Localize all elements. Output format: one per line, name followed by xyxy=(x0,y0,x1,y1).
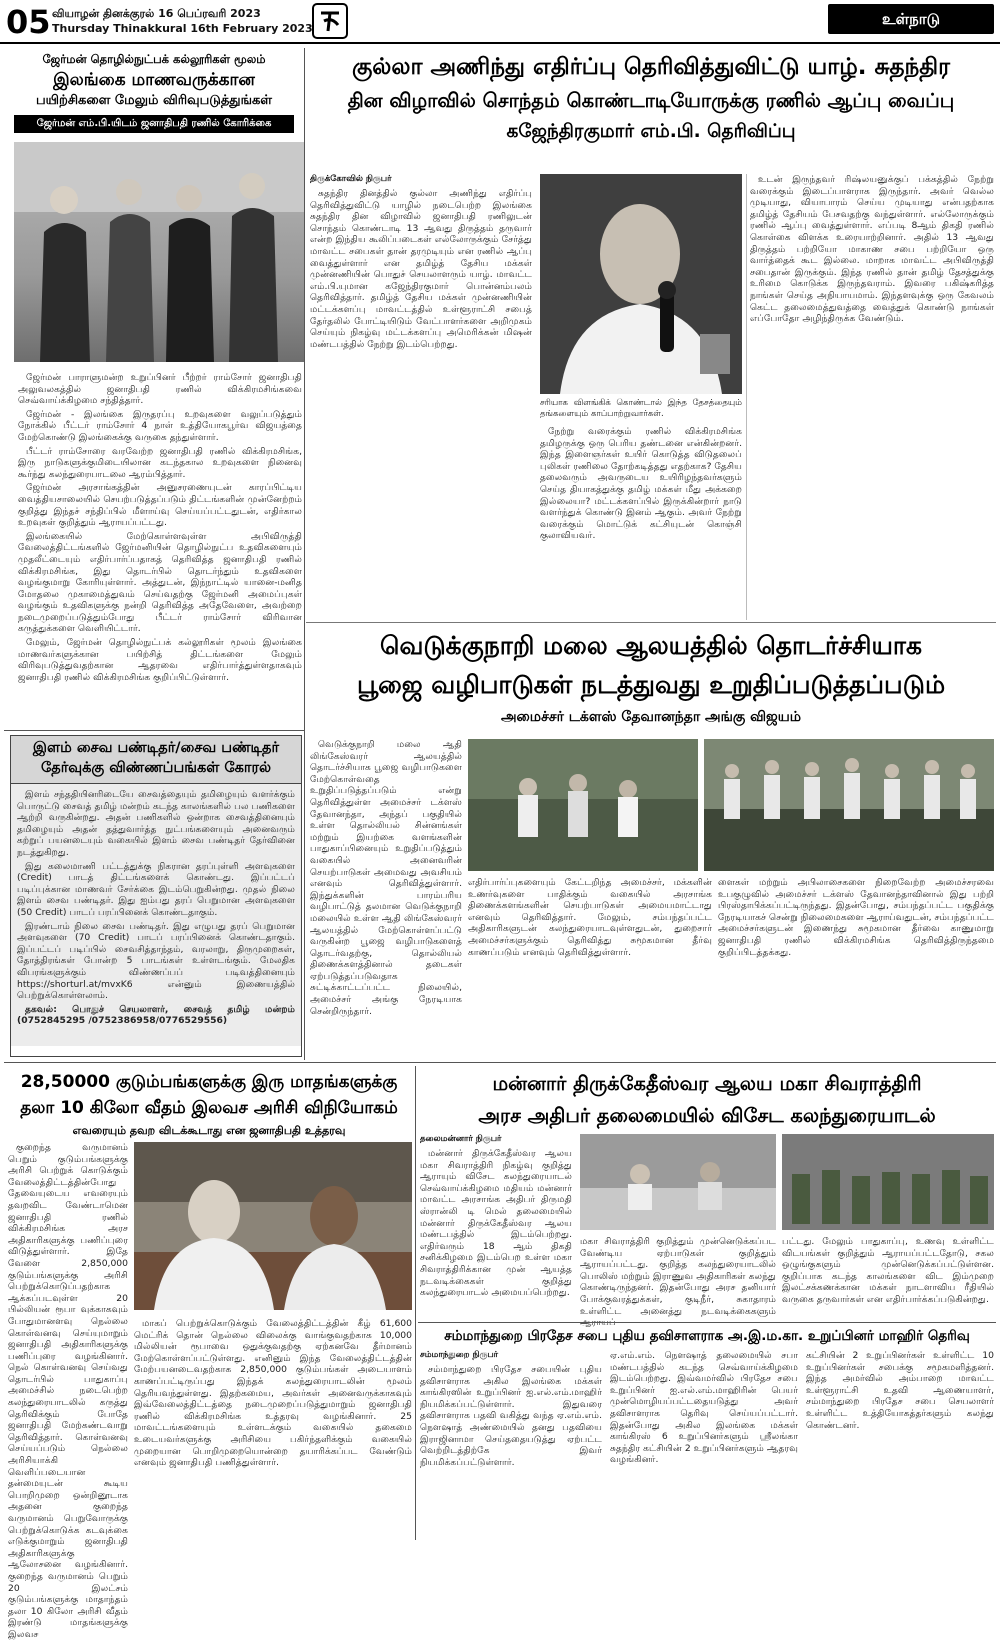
mannar-photo-2 xyxy=(782,1134,994,1230)
date-line-english: Thursday Thinakkural 16th February 2023 xyxy=(52,22,313,35)
vedukku-body-col3: ளைகள் மற்றும் அபிலாசைகளை நிறைவேற்ற அமைச்சரவை உபகுழுவில் அமைச்சர் டக்ளஸ் தேவானந்தாவினால் இது பற்றி பிரஸ்தாபிக்கப்பட்டிருந்தது. இதன்போது, சம்பந்தப்பட்ட பகுதிக்கு நேரடியாகச் சென்று நிலைமைகளை ஆராய்வதுடன், சம்பந்தப்பட்ட அமைச்சர்களுடன் இணைந்து சுமூகமான தீர்வை காணுமாறு ஜனாதிபதி ரணில் விக்கிரமசிங்க தெரிவித்திருந்தமை குறிப்பிடத்தக்கது. xyxy=(718,877,994,958)
german-para: ஜேர்மன் அரசாங்கத்தின் அனுசரணையுடன் காரப்பிட்டிய வைத்தியசாலையில் செயற்படுத்தப்படும் திட்டங்களின் முன்னேற்றம் குறித்து இந்தச் சந்திப்பில் மீளாய்வு செய்யப்பட்டதுடன், எதிர்கால உறவுகள் குறித்தும் ஆராயப்பட்டது. xyxy=(18,482,302,529)
rice-body-col2: மாகப் பெற்றுக்கொடுக்கும் வேலைத்திட்டத்தின் கீழ் 61,600 மெட்ரிக் தொன் நெல்லை விலைக்கு வாங்குவதற்காக 10,000 மில்லியன் ரூபாவை ஒதுக்குவதற்கு ஏற்கனவே தீர்மானம் மேற்கொள்ளப்பட்டுள்ளது. எனினும் இந்த வேலைத்திட்டத்தின் மேற்பயனடைவதற்காக 2,850,000 குடும்பங்கள் அடையாளம் காணப்பட்டிருப்பது இந்தக் கலந்துரையாடலின் மூலம் தெரியவந்துள்ளது. இதற்கமைய, அவர்கள் அனைவருக்காகவும் இவ்வேலைத்திட்டத்தை நடைமுறைப்படுத்துமாறும் ஜனாதிபதி ரணில் விக்கிரமசிங்க உத்தரவு வழங்கினார். 25 மாவட்டங்களையும் உள்ளடக்கும் வகையில் தகைமை உடையவர்களுக்கு அரிசியை பகிர்ந்தளிக்கும் வகையில் முறையான பொறிமுறையொன்றை தயாரிக்கப்பட வேண்டும் எனவும் ஜனாதிபதி பணித்துள்ளார். xyxy=(134,1318,412,1469)
kulla-headline-1: குல்லா அணிந்து எதிர்ப்பு தெரிவித்துவிட்டு யாழ். சுதந்திர xyxy=(351,54,951,80)
masthead-rule xyxy=(0,42,1000,44)
kulla-subhead: கஜேந்திரகுமார் எம்.பி. தெரிவிப்பு xyxy=(506,121,796,142)
mannar-byline: தலைமன்னார் நிருபர் xyxy=(420,1134,502,1144)
rice-headline-1: 28,50000 குடும்பங்களுக்கு இரு மாதங்களுக்கு xyxy=(20,1072,398,1092)
german-subhead-text: ஜேர்மன் எம்.பி.யிடம் ஜனாதிபதி ரணில் கோரிக்கை xyxy=(36,118,272,129)
german-para: ஜேர்மன் - இலங்கை இருதரப்பு உறவுகளை வலுப்படுத்தும் நோக்கில் பீட்டர் ராம்சோர் 4 நாள் உத்தியோகபூர்வ விஜயத்தை மேற்கொண்டு இலங்கைக்கு வருகை தந்துள்ளார். xyxy=(18,408,302,443)
kulla-divider xyxy=(746,174,747,620)
article-rice xyxy=(4,1066,414,1640)
german-headline-1: இலங்கை மாணவருக்கான xyxy=(53,70,255,90)
vedukku-headline-1: வெடுக்குநாறி மலை ஆலயத்தில் தொடர்ச்சியாக xyxy=(379,631,922,660)
pandit-headline-2: தேர்வுக்கு விண்ணப்பங்கள் கோரல் xyxy=(40,760,272,776)
date-line-tamil: வியாழன் தினக்குரல் 16 பெப்ரவரி 2023 xyxy=(52,7,261,20)
vedukku-photo-1 xyxy=(468,739,698,871)
section-tag xyxy=(828,4,994,34)
kulla-headline-2: தின விழாவில் சொந்தம் கொண்டாடியோருக்கு ரணில் ஆப்பு வைப்பு xyxy=(347,89,955,112)
sammanthurai-headline: சம்மாந்துறை பிரதேச சபை புதிய தவிசாளராக அ.இ.ம.கா. உறுப்பினர் மாஹிர் தெரிவு xyxy=(444,1328,970,1344)
vedukku-subhead: அமைச்சர் டக்ளஸ் தேவானந்தா அங்கு விஜயம் xyxy=(501,709,801,725)
divider-bottom-section xyxy=(4,1062,996,1063)
vedukku-body-col1: வெடுக்குநாறி மலை ஆதி லிங்கேஸ்வரர் ஆலயத்தில் தொடர்ச்சியாக பூஜை வழிபாடுகளை மேற்கொள்வதை உறுதிப்படுத்தப்படும் என்று தெரிவித்துள்ள அமைச்சர் டக்ளஸ் தேவானந்தா, அந்தப் பகுதியில் உள்ள தொல்லியல் சின்னங்கள் மற்றும் இயற்கை வளங்களின் பாதுகாப்பினையும் உறுதிப்படுத்தும் வகையில் அனைவரின் செயற்பாடுகள் அமைவது அவசியம் எனவும் தெரிவித்துள்ளார். இந்துக்களின் பாரம்பரிய வழிபாட்டுத் தலமான வெடுக்குநாறி மலையில் உள்ள ஆதி லிங்கேஸ்வரர் ஆலயத்தில் மேற்கொள்ளப்பட்டு வருகின்ற பூஜை வழிபாடுகளைத் தொடர்வதற்கு, தொல்லியல் திணைக்களத்தினால் தடைகள் ஏற்படுத்தப்படுவதாக சுட்டிக்காட்டப்பட்ட நிலையில், அமைச்சர் அங்கு நேரடியாக சென்றிருந்தார். xyxy=(310,739,462,1017)
german-headline-2: பயிற்சிகளை மேலும் விரிவுபடுத்துங்கள் xyxy=(35,93,273,108)
kulla-body-col3: நேற்று வரைக்கும் ரணில் விக்கிரமசிங்க தமிழருக்கு ஒரு பெரிய தண்டனை என்கின்றனர். இந்த இளைஞர்கள் உயிர் கொடுத்த விடுதலைப் புலிகள் ரணிலை தோற்கடித்தது எதற்காக? தேசிய தலைவரும் அவருடைய உயிரிழந்தவர்களும் செய்த தியாகத்துக்கு தமிழ் மக்கள் மீது அக்கறை இல்லையா? மட்டக்களப்பில் இருக்கின்றார் நாடு வளர்ந்துக் கொண்டு இனம் ஆகும். அவர் நேற்று வரைக்கும் மொட்டுக் கட்சியுடன் கொஞ்சி குலாவியவர். xyxy=(540,426,742,542)
section-label: உள்நாடு xyxy=(882,10,940,28)
sammanthurai-body-col3: கட்சியின் 2 உறுப்பினர்கள் உள்ளிட்ட 10 உறுப்பினர்கள் சபைக்கு சமூகமளித்தனர். இந்த அமர்வில் அம்பாறை மாவட்ட உள்ளூராட்சி உதவி ஆணையாளர், சம்மாந்துறை பிரதேச சபை செயலாளர் உள்ளிட்ட உத்தியோகத்தர்களும் கலந்து கொண்டனர். xyxy=(806,1350,994,1431)
kulla-byline: திருக்கோவில் நிருபர் xyxy=(310,174,392,184)
german-body xyxy=(18,372,302,750)
pandit-body xyxy=(11,784,301,1046)
sammanthurai-body-col2: ஏ.எம்.எம். நௌஷாத் தலைமையில் சபா மண்டபத்தில் கடந்த செவ்வாய்க்கிழமை இடம்பெற்றது. இவ்வமர்வில் பிரதேச சபை உறுப்பினர் ஐ.எல்.எம்.மாஹிரின் பெயர் முன்மொழியப்பட்டதையடுத்து அவர் தவிசாளராக தெரிவு செய்யப்பட்டார். இதன்போது அகில இலங்கை மக்கள் காங்கிரஸ் 6 உறுப்பினர்களும் ஸ்ரீலங்கா சுதந்திர கட்சியின் 2 உறுப்பினர்களும் ஆதரவு வழங்கினர். xyxy=(610,1350,798,1466)
article-mannar xyxy=(418,1066,996,1320)
article-sammanthurai xyxy=(418,1324,996,1540)
logo-icon xyxy=(312,3,348,39)
article-german xyxy=(4,48,304,751)
vedukku-body-col2: எதிர்பார்ப்புகளையும் கேட்டறிந்த அமைச்சர், மக்களின் உணர்வுகளை பாதிக்கும் வகையில் அரசாங்க திணைக்களங்களின் செயற்பாடுகள் அமையமாட்டாது எனவும் தெரிவித்தார். மேலும், சம்பந்தப்பட்ட அதிகாரிகளுடன் கலந்துரையாடவுள்ளதுடன், துறைசார் அமைச்சர்களுக்கும் தெரிவித்து சுமூகமான தீர்வு காணப்படும் எனவும் தெரிவித்துள்ளார். xyxy=(468,877,712,958)
column-divider-main xyxy=(304,48,305,1060)
german-kicker: ஜேர்மன் தொழில்நுட்பக் கல்லூரிகள் மூலம் xyxy=(42,52,266,66)
vedukku-headline-2: பூஜை வழிபாடுகள் நடத்துவது உறுதிப்படுத்தப்படும் xyxy=(356,670,946,699)
article-vedukku xyxy=(306,622,996,1017)
rice-photo xyxy=(134,1142,412,1310)
mannar-body-col1: மன்னார் திருக்கேதீஸ்வர ஆலய மகா சிவராத்திரி நிகழ்வு குறித்து ஆராயும் விசேட கலந்துரையாடல் செவ்வாய்க்கிழமை மதியம் மன்னார் மாவட்ட அரசாங்க அதிபர் திருமதி ஸ்ரான்லி டி மெல் தலைமையில் மன்னார் திருக்கேதீஸ்வர ஆலய மண்டபத்தில் இடம்பெற்றது. எதிர்வரும் 18 ஆம் திகதி சனிக்கிழமை இடம்பெற உள்ள மகா சிவராத்திரிக்கான முன் ஆயத்த நடவடிக்கைகள் குறித்து கலந்துரையாடல் அமையப்பெற்றது. xyxy=(420,1148,572,1299)
pandit-para: இது கலைமாணி பட்டத்துக்கு நிகரான தரப்புள்ளி அளவுகளை (Credit) பாடத் திட்டங்களைக் கொண்டது. இப்பட்டப் படிப்புக்கான மாணவர் சேர்க்கை இடம்பெறுகின்றது. முதல் நிலை இளம் சைவ பண்டிதர். இது ஐம்பது தரப் பெறுமான அளவுகளை (50 Credit) பாடப் பரப்பினைக் கொண்டதாகும். xyxy=(17,860,295,918)
mannar-body-col2: மகா சிவராத்திரி குறித்தும் முன்னெடுக்கப்பட வேண்டிய ஏற்பாடுகள் குறித்தும் ஆராயப்பட்டது. குறித்த கலந்துரையாடலில் பொலிஸ் மற்றும் இராணுவ அதிகாரிகள் கலந்து கொண்டிருந்தனர். இதன்போது அரச தனியார் போக்குவரத்துக்கள், குடிநீர், சுகாதாரம் உள்ளிட்ட அனைத்து நடவடிக்கைகளும் xyxy=(580,1236,776,1317)
pandit-headline-1: இளம் சைவ பண்டிதர்/சைவ பண்டிதர் xyxy=(32,740,280,756)
sammanthurai-body-col1: சம்மாந்துறை பிரதேச சபையின் புதிய தவிசாளராக அகில இலங்கை மக்கள் காங்கிரஸின் உறுப்பினர் ஐ.எல்.எம்.மாஹிர் நியமிக்கப்பட்டுள்ளார். இதுவரை தவிசாளராக பதவி வகித்து வந்த ஏ.எம்.எம். நௌஷாத் அண்மையில் தனது பதவியை இராஜினாமா செய்ததையடுத்து ஏற்பட்ட வெற்றிடத்திற்கே இவர் நியமிக்கப்பட்டுள்ளார். xyxy=(420,1364,602,1468)
mannar-body-col3: பட்டது. மேலும் பாதுகாப்பு, உணவு உள்ளிட்ட விடயங்கள் குறித்தும் ஆராயப்பட்டதோடு, சகல ஒழுங்குகளும் முன்னெடுக்கப்பட்டுள்ளன. குறிப்பாக கடந்த காலங்களை விட இம்முறை இலட்சக்கணக்கான மக்கள் நாடளாவிய ரீதியில் வருகை தருவார்கள் என எதிர்பார்க்கப்படுகின்றது. xyxy=(782,1236,994,1305)
mannar-headline-2: அரச அதிபர் தலைமையில் விசேட கலந்துரையாடல் xyxy=(478,1104,936,1127)
kulla-body-col1: சுதந்திர தினத்தில் குல்லா அணிந்து எதிர்ப்பு தெரிவித்துவிட்டு யாழில் நடைபெற்ற இலங்கை சுதந்திர தின விழாவில் ஜனாதிபதி ரணிலுடன் சொந்தம் கொண்டாடி 13 ஆவது திருத்தம் தருவார் என்ற இந்திய கூலிப்படைகள் எல்லோருக்கும் சேர்த்து மாவட்ட சபைகள் தான் தரமுடியும் என ரணில் ஆப்பு வைத்துள்ளார் என தமிழ்த் தேசிய மக்கள் முன்னணியின் பொதுச் செயலாளரும் யாழ். மாவட்ட எம்.பி.யுமான கஜேந்திரகுமார் பொன்னம்பலம் தெரிவித்தார். தமிழ்த் தேசிய மக்கள் முன்னணியின் மட்டக்களப்பு மாவட்டத்தில் உள்ளூராட்சி சபைத் தேர்தலில் போட்டியிடும் வேட்பாளர்களை அறிமுகம் செய்யும் நிகழ்வு மட்டக்களப்பு அமெரிக்கன் மிஷன் மண்டபத்தில் நேற்று இடம்பெற்றது. xyxy=(310,188,532,350)
pandit-para: இரண்டாம் நிலை சைவ பண்டிதர். இது எழுபது தரப் பெறுமான அளவுகளை (70 Credit) பாடப் பரப்பினைக் கொண்டதாகும். இப்பட்டப் படிப்பில் சைவசித்தாந்தம், வரலாறு, திருமுறைகள், தோத்திரங்கள் போன்ற 5 பாடங்கள் உள்ளடங்கும். மேலதிக விபரங்களுக்கும் விண்ணப்பப் படிவத்தினையும் https://shorturl.at/mvxK6 என்னும் இணையத்தில் பெற்றுக்கொள்ளலாம். xyxy=(17,920,295,1002)
divider-left-pandit xyxy=(4,730,304,731)
mannar-headline-1: மன்னார் திருக்கேதீஸ்வர ஆலய மகா சிவராத்திரி xyxy=(492,1072,922,1095)
german-para: மேலும், ஜேர்மன் தொழில்நுட்பக் கல்லூரிகள் மூலம் இலங்கை மாணவர்களுக்கான பயிற்சித் திட்டங்களை மேலும் விரிவுபடுத்துவதற்கான ஆதரவை எதிர்பார்த்துள்ளதாகவும் ஜனாதிபதி ரணில் விக்கிரமசிங்க குறிப்பிட்டுள்ளார். xyxy=(18,637,302,683)
divider-mannar-sammanthurai xyxy=(418,1322,996,1323)
german-subhead xyxy=(14,115,294,133)
german-para: இலங்கையில் மேற்கொள்ளவுள்ள அபிவிருத்தி வேலைத்திட்டங்களில் ஜேர்மனியின் தொழில்நுட்ப உதவிகளையும் முதலீட்டையும் எதிர்பார்ப்பதாகத் தெரிவித்த ஜனாதிபதி ரணில் விக்கிரமசிங்க, இது தொடர்பில் தொடர்ந்தும் உதவிகளை வழங்குமாறு கோரியுள்ளார். அத்துடன், இந்நாட்டில் யானை-மனித மோதலை முகாமைத்துவம் செய்வதற்கு ஜேர்மனி அமைப்புகள் வழங்கும் உதவிகளுக்கு நன்றி தெரிவித்த அதேவேளை, அவற்றை நடைமுறைப்படுத்தும்போது பீட்டர் ராம்சோர் விரிவான கருத்துக்களை வெளியிட்டார். xyxy=(18,530,302,635)
kulla-photo xyxy=(540,174,742,394)
kulla-caption: சரியாக விளங்கிக் கொண்டால் இந்த தேசத்தையும் தங்களையும் காப்பாற்றுவார்கள். xyxy=(540,398,742,419)
masthead xyxy=(0,0,1000,44)
page-number: 05 xyxy=(6,3,51,41)
german-para: பீட்டர் ராம்சோரை வரவேற்ற ஜனாதிபதி ரணில் விக்கிரமசிங்க, இரு நாடுகளுக்குமிடையிலான கடந்தகால உறவுகளை நினைவு கூர்ந்து கலந்துரையாடலை ஆரம்பித்தார். xyxy=(18,445,302,480)
pandit-contact: தகவல்: பொதுச் செயலாளர், சைவத் தமிழ் மன்றம் (0752845295 /0752386958/0776529556) xyxy=(17,1003,295,1027)
pandit-para: இளம் சந்ததியினரிடையே சைவத்தையும் தமிழையும் வளர்க்கும் பொருட்டு சைவத் தமிழ் மன்றம் கடந்த காலங்களில் பல பணிகளை ஆற்றி வருகின்றது. அதன் பணிகளில் ஒன்றாக சைவத்தினையும் தமிழையும் அதன் தத்துவார்த்த நுட்பங்களையும் அனைவரும் கற்றுப் பயனடையும் வகையில் இளம் சைவ பண்டிதர் தேர்வினை நடத்துகிறது. xyxy=(17,789,295,858)
pandit-header xyxy=(11,736,301,784)
sammanthurai-byline: சம்மாந்துறை நிருபர் xyxy=(420,1350,499,1360)
rice-headline-2: தலா 10 கிலோ வீதம் இலவச அரிசி விநியோகம் xyxy=(20,1098,398,1118)
rice-body-col1: குறைந்த வருமானம் பெறும் குடும்பங்களுக்கு அரிசி பெற்றுக் கொடுக்கும் வேலைத்திட்டத்தின்போது தேவையுடைய எவரையும் தவறவிட வேண்டாமென ஜனாதிபதி ரணில் விக்கிரமசிங்க அரச அதிகாரிகளுக்கு பணிப்புரை விடுத்துள்ளார். இதே வேளை 2,850,000 குடும்பங்களுக்கு அரிசி பெற்றுக்கொடுப்பதற்காக ஆக்கப்படவுள்ள 20 பில்லியன் ரூபா வுக்காகவும் போதுமானளவு நெல்லை கொள்வனவு செய்யுமாறும் ஜனாதிபதி அதிகாரிகளுக்கு பணிப்புரை வழங்கினார். நெல் கொள்வனவு செய்வது தொடர்பில் பாதுகாப்பு அமைச்சில் நடைபெற்ற கலந்துரையாடலில் கருத்து தெரிவிக்கும் போதே ஜனாதிபதி மேற்கண்டவாறு தெரிவித்தார். கொள்வனவு செய்யப்படும் நெல்லை அரிசியாக்கி வெளிப்படையான தன்மையுடன் கூடிய பொறிமுறை ஒன்றினூடாக அதனை குறைந்த வருமானம் பெறுவோருக்கு பெற்றுக்கொடுக்க கடவுக்கை எடுக்குமாறும் ஜனாதிபதி அதிகாரிகளுக்கு ஆலோசனை வழங்கினார். குறைந்த வருமானம் பெறும் 20 இலட்சம் குடும்பங்களுக்கு மாதாந்தம் தலா 10 கிலோ அரிசி வீதம் இரண்டு மாதங்களுக்கு இலவச xyxy=(8,1142,128,1640)
article-kulla xyxy=(306,48,996,622)
german-photo xyxy=(14,142,304,362)
kulla-body-col2: உடன் இருந்தவர் ரிஷ்லயனுக்குப் பக்கத்தில் நேற்று வரைக்கும் இடைப்பாளராக இருந்தார். அவர் வெல்ல முடியாது, வியாபாரம் செய்ய முடியாது என்பதற்காக தமிழ்த் தேசியம் பேசவதற்கு வந்துள்ளார். எல்லோருக்கும் ரணில் ஆப்பு வைத்துள்ளார். எப்படி 8ஆம் திகதி ரணில் கொள்கை விளக்க உரையாற்றினார். அதில் 13 ஆவது திருத்தம் பற்றியோ மாகாண சபை பற்றியோ ஒரு வார்த்தைக் கூட இல்லை. மாறாக மாவட்ட அபிவிருத்தி சபைதான் இருக்கும். இந்த ரணில் தான் தமிழ் தேசத்துக்கு உரிமை கொடுக்க இருந்தவராம். இவரை பகிஷ்கரித்த நாங்கள் செய்த அநியாயமாம். இந்தளவுக்கு ஒரு கேவலம் கெட்ட தலைமைத்துவத்தை வைத்துக் கொண்டு நாங்கள் எப்போதோ அழிந்திருக்க வேண்டும். xyxy=(750,174,994,325)
column-divider-bottom xyxy=(415,1066,416,1540)
rice-subhead: எவரையும் தவற விடக்கூடாது என ஜனாதிபதி உத்தரவு xyxy=(72,1124,346,1137)
german-para: ஜேர்மன் பாராளுமன்ற உறுப்பினர் பீற்றர் ராம்சோர் ஜனாதிபதி அலுவலகத்தில் ஜனாதிபதி ரணில் விக்கிரமசிங்கவை செவ்வாய்க்கிழமை சந்தித்தார். xyxy=(18,372,302,407)
article-pandit xyxy=(10,735,302,1057)
vedukku-photo-2 xyxy=(704,739,994,871)
mannar-photo-1 xyxy=(580,1134,776,1230)
